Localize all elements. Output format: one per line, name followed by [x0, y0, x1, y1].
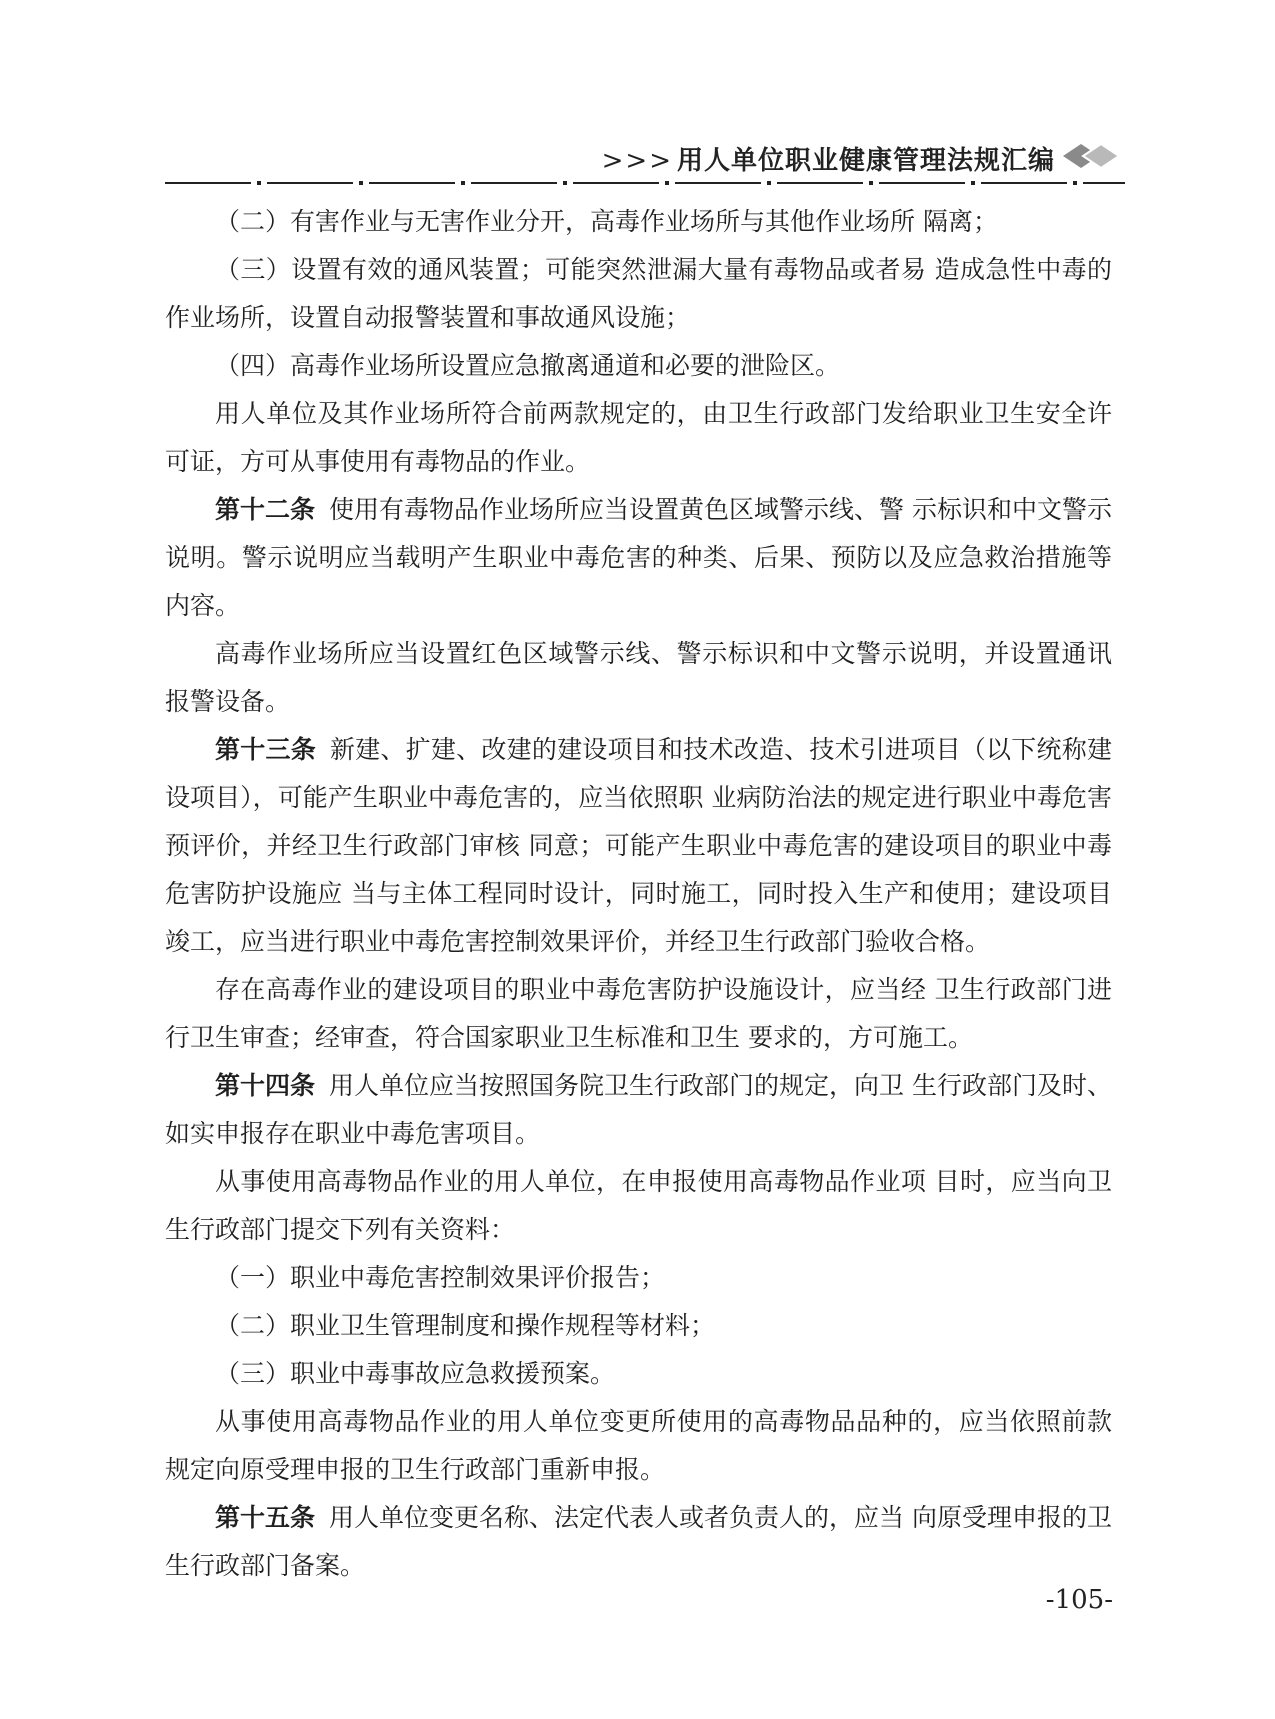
article-number: 第十四条: [215, 1071, 316, 1100]
paragraph-text: 用人单位应当按照国务院卫生行政部门的规定，向卫 生行政部门及时、如实申报存在职业中毒危害项目。: [165, 1071, 1112, 1148]
article-number: 第十五条: [215, 1503, 316, 1532]
article-number: 第十三条: [215, 735, 316, 764]
paragraph: [165, 966, 1112, 1062]
header-title-text: 用人单位职业健康管理法规汇编: [676, 146, 1055, 176]
paragraph: [165, 246, 1112, 342]
paragraph: [165, 1158, 1112, 1254]
paragraph: [165, 342, 1112, 390]
paragraph: [165, 1350, 1112, 1398]
running-header: [165, 128, 1125, 184]
paragraph: [165, 1494, 1112, 1590]
paragraph: [165, 198, 1112, 246]
paragraph: [165, 1302, 1112, 1350]
header-arrows: >>>: [601, 146, 673, 176]
paragraph-text: 从事使用高毒物品作业的用人单位变更所使用的高毒物品品种的，应当依照前款规定向原受理申报的卫生行政部门重新申报。: [165, 1407, 1112, 1484]
paragraph: [165, 1254, 1112, 1302]
paragraph-text: 从事使用高毒物品作业的用人单位，在申报使用高毒物品作业项 目时，应当向卫生行政部门提交下列有关资料：: [165, 1167, 1112, 1244]
page-number: -105-: [1045, 1585, 1113, 1615]
header-title: [602, 140, 1055, 177]
paragraph: [165, 726, 1112, 966]
paragraph-text: 用人单位及其作业场所符合前两款规定的，由卫生行政部门发给职业卫生安全许可证，方可从事使用有毒物品的作业。: [165, 399, 1112, 476]
paragraph: [165, 390, 1112, 486]
paragraph: [165, 630, 1112, 726]
paragraph-text: 高毒作业场所应当设置红色区域警示线、警示标识和中文警示说明，并设置通讯报警设备。: [165, 639, 1112, 716]
paragraph: [165, 486, 1112, 630]
paragraph-text: 用人单位变更名称、法定代表人或者负责人的，应当 向原受理申报的卫生行政部门备案。: [165, 1503, 1112, 1580]
header-dashed-rule: [165, 180, 1125, 186]
paragraph-text: （一）职业中毒危害控制效果评价报告；: [215, 1263, 666, 1292]
document-body: [165, 198, 1112, 1590]
paragraph: [165, 1398, 1112, 1494]
paragraph-text: （四）高毒作业场所设置应急撤离通道和必要的泄险区。: [215, 351, 841, 380]
paragraph-text: （二）有害作业与无害作业分开，高毒作业场所与其他作业场所 隔离；: [215, 207, 998, 236]
diamond-ornament-icon: [1059, 138, 1125, 174]
paragraph-text: 使用有毒物品作业场所应当设置黄色区域警示线、警 示标识和中文警示说明。警示说明应当载明产生职业中毒危害的种类、后果、预防以及应急救治措施等内容。: [165, 495, 1112, 620]
paragraph: [165, 1062, 1112, 1158]
paragraph-text: （三）设置有效的通风装置；可能突然泄漏大量有毒物品或者易 造成急性中毒的作业场所，设置自动报警装置和事故通风设施；: [165, 255, 1112, 332]
paragraph-text: （二）职业卫生管理制度和操作规程等材料；: [215, 1311, 716, 1340]
paragraph-text: （三）职业中毒事故应急救援预案。: [215, 1359, 616, 1388]
paragraph-text: 新建、扩建、改建的建设项目和技术改造、技术引进项目（以下统称建设项目），可能产生职业中毒危害的，应当依照职 业病防治法的规定进行职业中毒危害预评价，并经卫生行政部门审核 同意；可能产生职业中毒危害的建设项目的职业中毒危害防护设施应 当与主体工程同时设计，同时施工，同时投入生产和使用；建设项目竣工，应当进行职业中毒危害控制效果评价，并经卫生行政部门验收合格。: [165, 735, 1112, 956]
article-number: 第十二条: [215, 495, 316, 524]
paragraph-text: 存在高毒作业的建设项目的职业中毒危害防护设施设计，应当经 卫生行政部门进行卫生审查；经审查，符合国家职业卫生标准和卫生 要求的，方可施工。: [165, 975, 1112, 1052]
